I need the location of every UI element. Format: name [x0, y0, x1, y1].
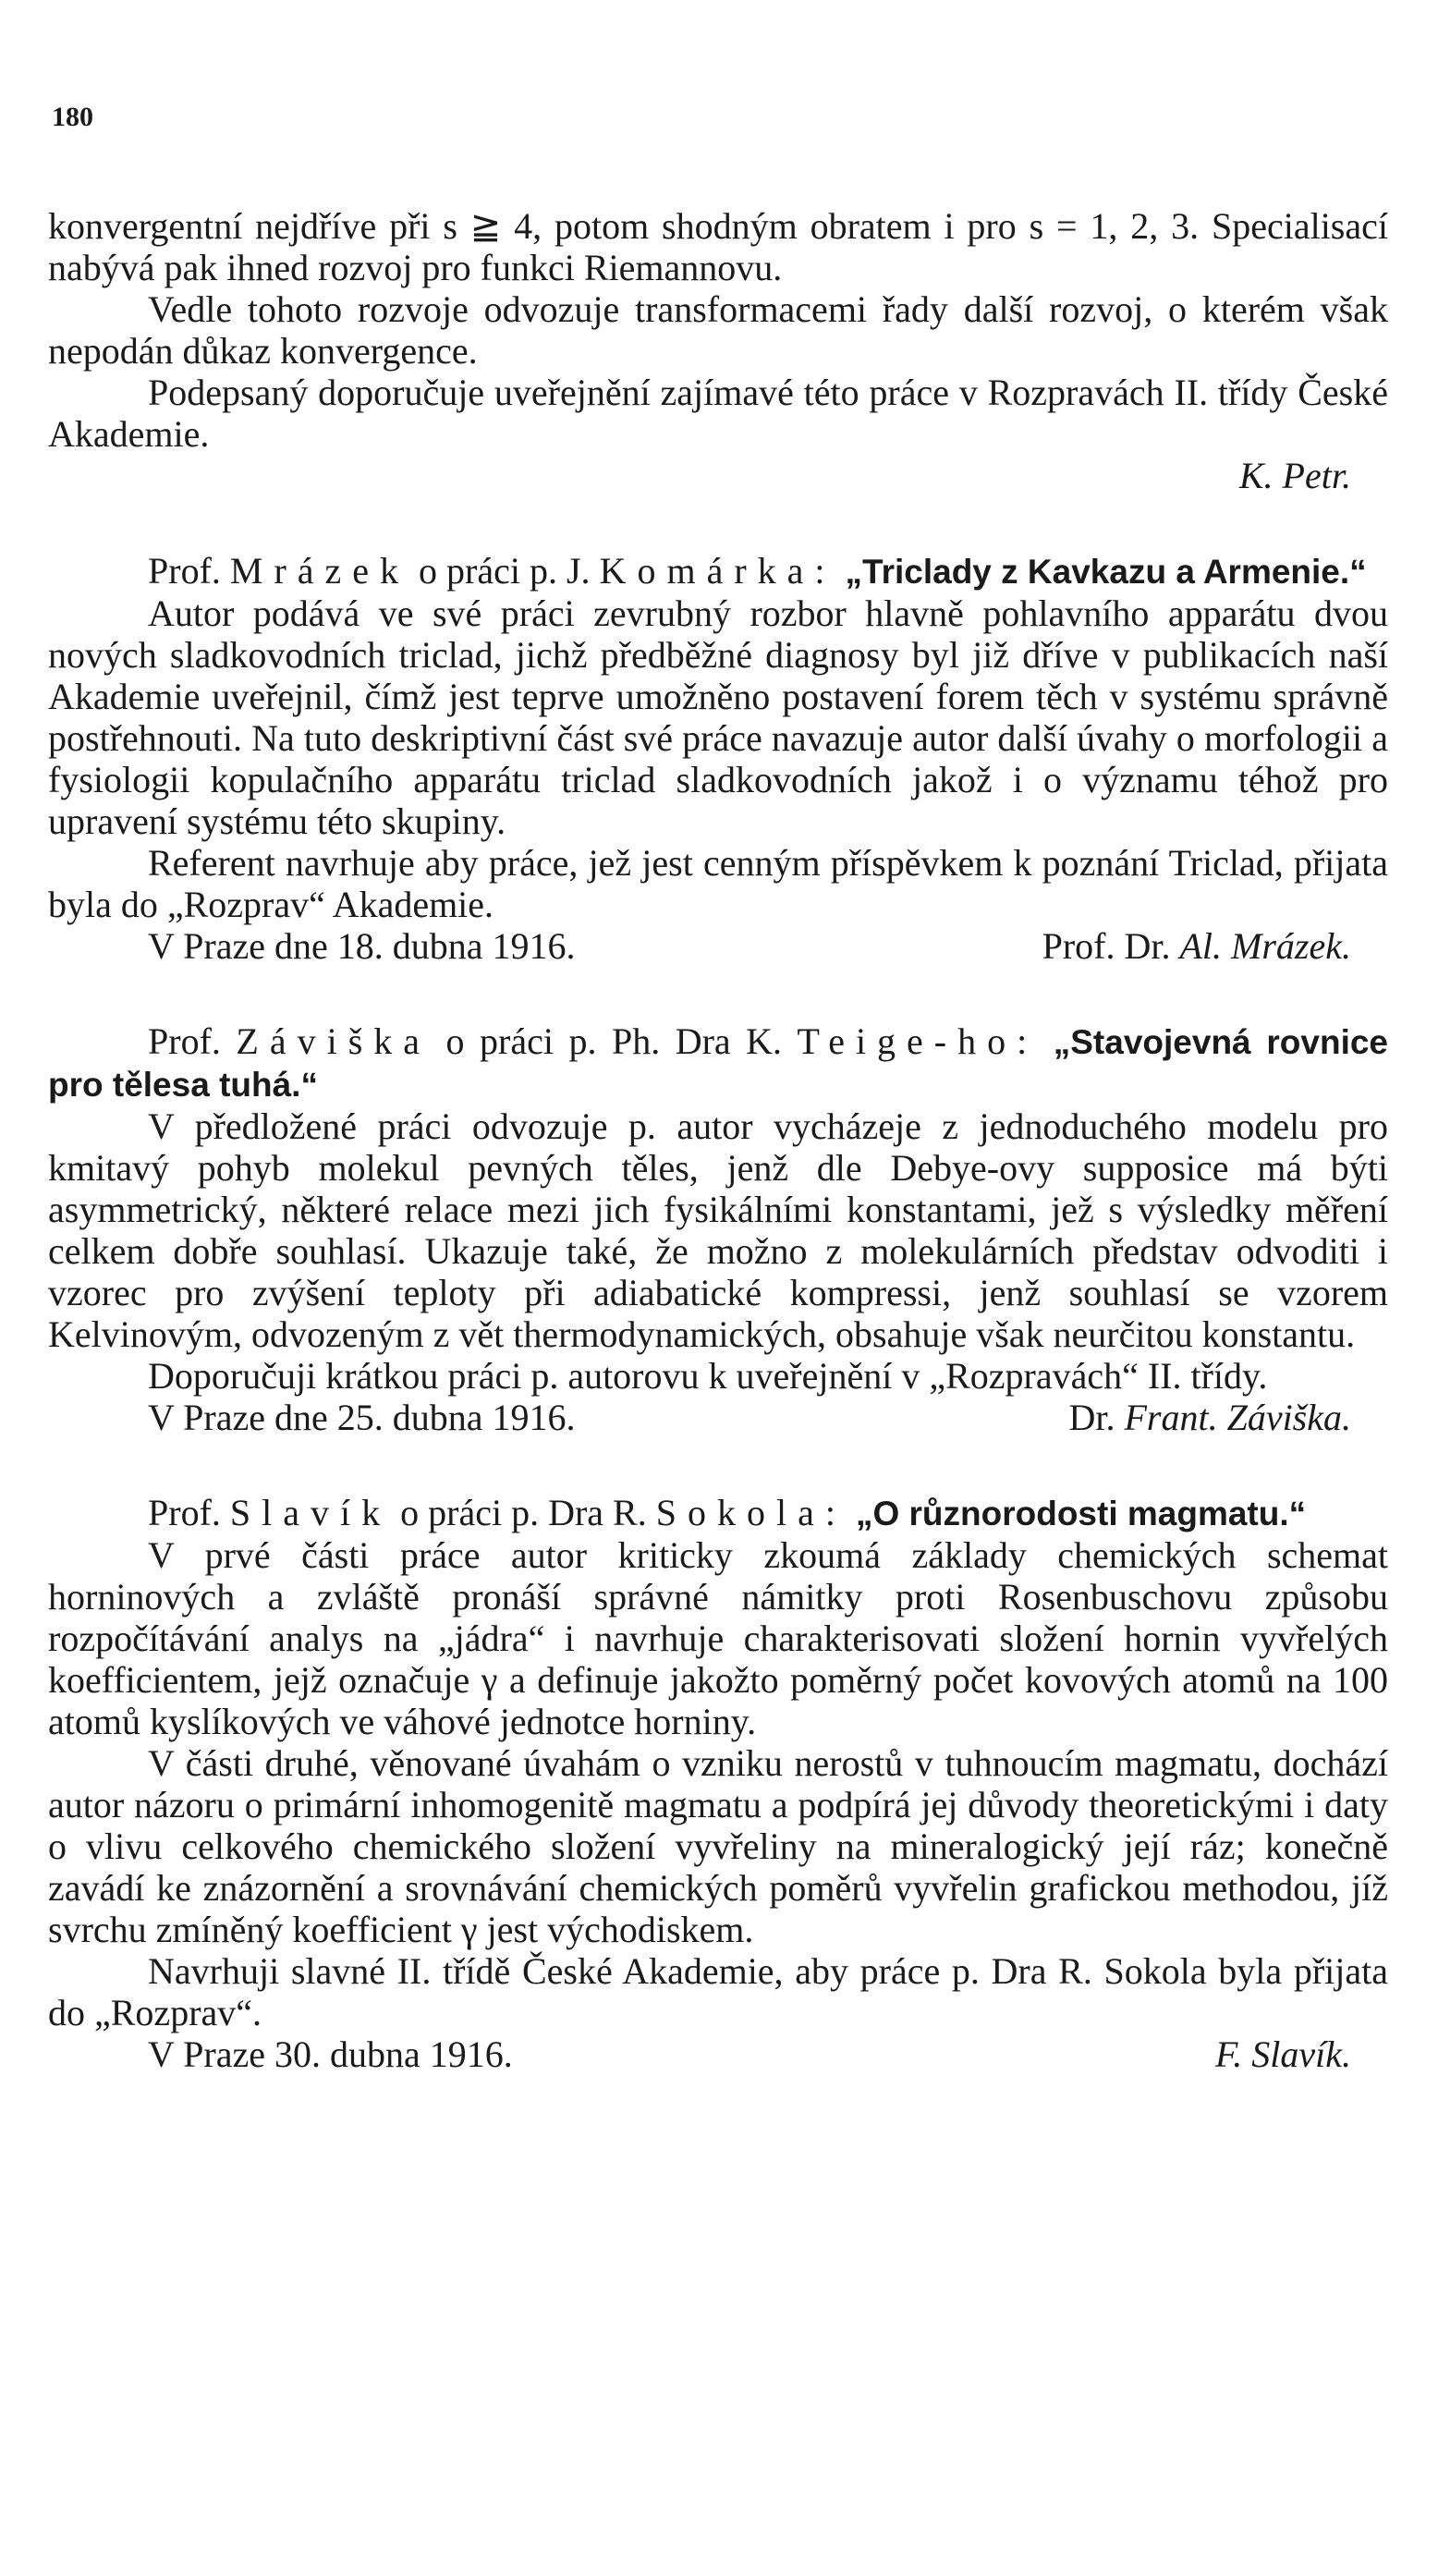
- slavik-paragraph-1: V prvé části práce autor kriticky zkoumá základy chemických schemat horninových a zvláště pronáší správné námitky proti Rosenbuschovu způsobu rozpočítávání analys na „jádra“ i navrhuje charakterisovati složení hornin vyvřelých koefficientem, jejž označuje γ a definuje jakožto poměrný počet kovových atomů na 100 atomů kyslíkových ve váhové jednotce horniny.: [48, 1534, 1388, 1742]
- signature: [1068, 1397, 1351, 1438]
- intro-paragraph-3: Podepsaný doporučuje uveřejnění zajímavé této práce v Rozpravách II. třídy České Akademie.: [48, 372, 1388, 455]
- signature-name: F. Slavík.: [1214, 2033, 1351, 2075]
- date-line: V Praze dne 25. dubna 1916.: [148, 1397, 576, 1438]
- zaviska-report: [48, 1020, 1388, 1438]
- slavik-report: [48, 1492, 1388, 2075]
- mrazek-paragraph-2: Referent navrhuje aby práce, jež jest cenným příspěvkem k poznání Triclad, přijata byla do „Rozprav“ Akademie.: [48, 842, 1388, 925]
- author-name: Teige-ho:: [797, 1020, 1039, 1062]
- work-title: „Triclady z Kavkazu a Armenie.“: [845, 553, 1367, 591]
- zaviska-date-signature: [48, 1397, 1388, 1438]
- heading-mid: o práci p. Ph. Dra K.: [445, 1020, 783, 1062]
- signature-name: Al. Mrázek.: [1179, 925, 1351, 967]
- work-title: „Stavojevná rovnice pro tělesa tuhá.“: [48, 1023, 1389, 1104]
- date-line: V Praze 30. dubna 1916.: [148, 2033, 513, 2075]
- referee-name: Slavík: [229, 1492, 392, 1533]
- signature-prefix: Prof. Dr.: [1042, 925, 1171, 967]
- heading-mid: o práci p. Dra R.: [400, 1492, 647, 1533]
- slavik-date-signature: [48, 2033, 1388, 2075]
- page-text: [48, 205, 1388, 2075]
- signature-prefix: Dr.: [1068, 1397, 1115, 1438]
- work-title: „O různorodosti magmatu.“: [855, 1495, 1307, 1532]
- referee-name: Mrázek: [229, 550, 410, 592]
- referee-name: Záviška: [236, 1020, 432, 1062]
- author-name: Komárka:: [599, 550, 836, 592]
- slavik-paragraph-2: V části druhé, věnované úvahám o vzniku nerostů v tuhnoucím magmatu, dochází autor názoru o primární inhomogenitě magmatu a podpírá jej důvody theoretickými i daty o vlivu celkového chemického složení vyvřeliny na mineralogický její ráz; konečně zavádí ke znázornění a srovnávání chemických poměrů vyvřelin grafickou methodou, jíž svrchu zmíněný koefficient γ jest východiskem.: [48, 1742, 1388, 1950]
- heading-prefix: Prof.: [148, 550, 221, 592]
- mrazek-date-signature: [48, 925, 1388, 967]
- petr-signature: K. Petr.: [1238, 455, 1351, 496]
- heading-mid: o práci p. J.: [419, 550, 591, 592]
- zaviska-paragraph-1: V předložené práci odvozuje p. autor vycházeje z jednoduchého modelu pro kmitavý pohyb molekul pevných těles, jenž dle Debye-ovy supposice má býti asymmetrický, některé relace mezi jich fysikálními konstantami, jež s výsledky měření celkem dobře souhlasí. Ukazuje také, že možno z molekulárních představ odvoditi i vzorec pro zvýšení teploty při adiabatické kompressi, jenž souhlasí se vzorem Kelvinovým, odvozeným z vět thermodynamických, obsahuje však neurčitou konstantu.: [48, 1105, 1388, 1355]
- zaviska-heading: [48, 1020, 1388, 1105]
- mrazek-heading: [48, 550, 1388, 592]
- slavik-heading: [48, 1492, 1388, 1534]
- signature: [1042, 925, 1351, 967]
- intro-paragraph-2: Vedle tohoto rozvoje odvozuje transformacemi řady další rozvoj, o kterém však nepodán důkaz konvergence.: [48, 288, 1388, 372]
- intro-continuation: konvergentní nejdříve při s ≧ 4, potom shodným obratem i pro s = 1, 2, 3. Specialisací nabývá pak ihned rozvoj pro funkci Riemannovu.: [48, 205, 1388, 288]
- heading-prefix: Prof.: [148, 1492, 221, 1533]
- heading-prefix: Prof.: [148, 1020, 221, 1062]
- signature-name: Frant. Záviška.: [1124, 1397, 1351, 1438]
- slavik-paragraph-3: Navrhuji slavné II. třídě České Akademie, aby práce p. Dra R. Sokola byla přijata do „Rozprav“.: [48, 1950, 1388, 2033]
- zaviska-paragraph-2: Doporučuji krátkou práci p. autorovu k uveřejnění v „Rozpravách“ II. třídy.: [148, 1355, 1268, 1397]
- page-number: 180: [52, 102, 93, 132]
- author-name: Sokola:: [655, 1492, 847, 1533]
- mrazek-paragraph-1: Autor podává ve své práci zevrubný rozbor hlavně pohlavního apparátu dvou nových sladkovodních triclad, jichž předběžné diagnosy byl již dříve v publikacích naší Akademie uveřejnil, čímž jest teprve umožněno postavení forem těch v systému správně postřehnouti. Na tuto deskriptivní část své práce navazuje autor další úvahy o morfologii a fysiologii kopulačního apparátu triclad sladkovodních jakož i o významu téhož pro upravení systému této skupiny.: [48, 592, 1388, 842]
- mrazek-report: [48, 550, 1388, 967]
- date-line: V Praze dne 18. dubna 1916.: [148, 925, 576, 967]
